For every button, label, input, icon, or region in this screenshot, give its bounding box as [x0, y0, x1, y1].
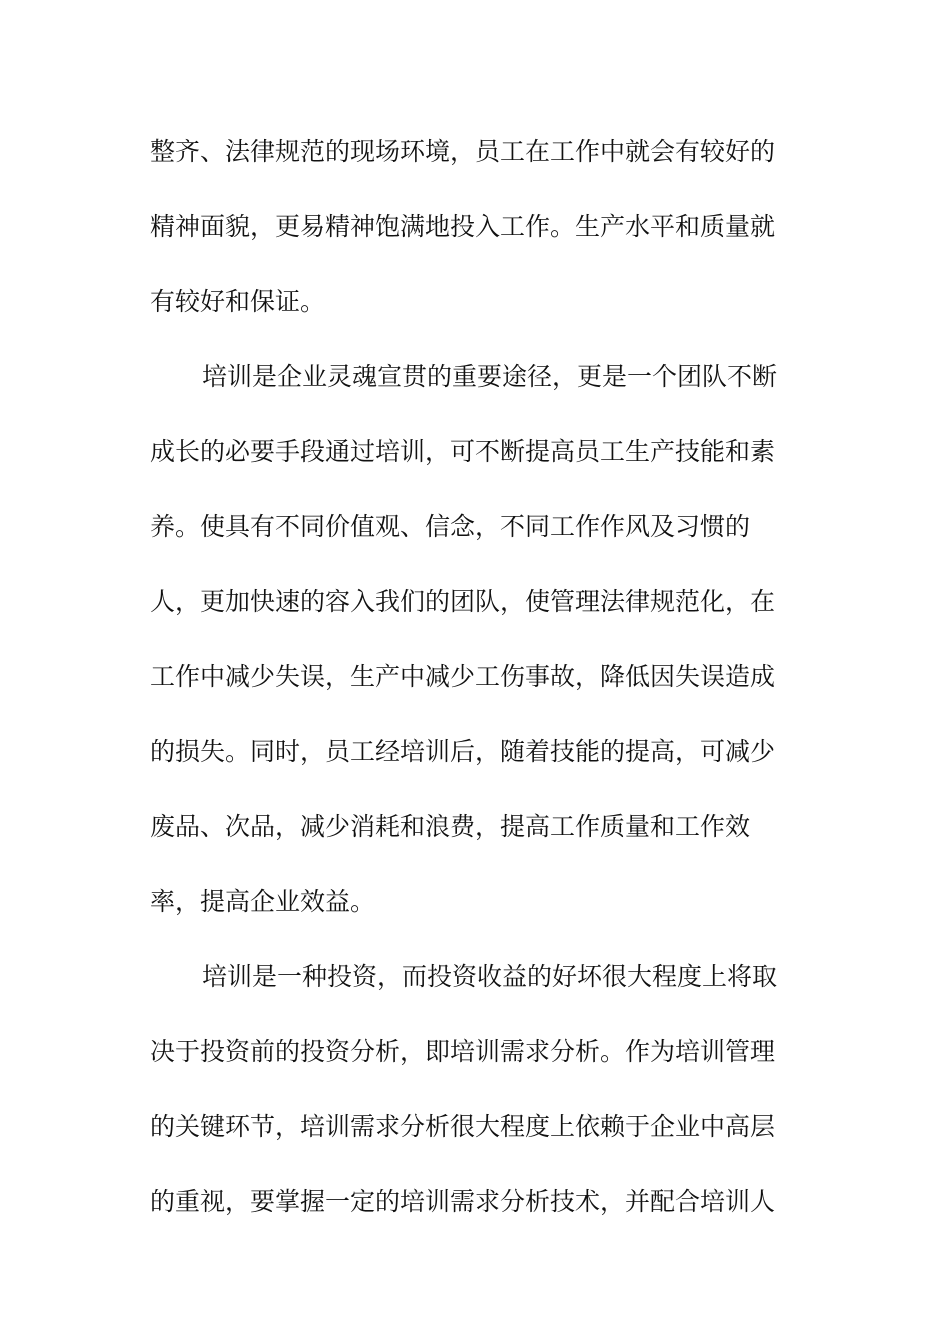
paragraph-line: 的关键环节，培训需求分析很大程度上依赖于企业中高层: [150, 1112, 776, 1141]
paragraph-line: 废品、次品，减少消耗和浪费，提高工作质量和工作效: [150, 812, 751, 841]
paragraph-3: [150, 939, 790, 1239]
paragraph-line: 率，提高企业效益。: [150, 887, 376, 916]
paragraph-line: 养。使具有不同价值观、信念，不同工作作风及习惯的: [150, 512, 751, 541]
paragraph-line: 培训是一种投资，而投资收益的好坏很大程度上将取: [202, 962, 778, 991]
paragraph-line: 人，更加快速的容入我们的团队，使管理法律规范化，在: [150, 587, 776, 616]
paragraph-line: 的重视，要掌握一定的培训需求分析技术，并配合培训人: [150, 1187, 776, 1216]
document-body: [150, 114, 790, 1239]
paragraph-line: 精神面貌，更易精神饱满地投入工作。生产水平和质量就: [150, 212, 776, 241]
paragraph-line: 工作中减少失误，生产中减少工伤事故，降低因失误造成: [150, 662, 776, 691]
paragraph-line: 整齐、法律规范的现场环境，员工在工作中就会有较好的: [150, 137, 776, 166]
paragraph-line: 决于投资前的投资分析，即培训需求分析。作为培训管理: [150, 1037, 776, 1066]
paragraph-line: 培训是企业灵魂宣贯的重要途径，更是一个团队不断: [202, 362, 778, 391]
paragraph-line: 成长的必要手段通过培训，可不断提高员工生产技能和素: [150, 437, 776, 466]
paragraph-line: 的损失。同时，员工经培训后，随着技能的提高，可减少: [150, 737, 776, 766]
paragraph-line: 有较好和保证。: [150, 287, 326, 316]
paragraph-2: [150, 339, 790, 939]
paragraph-1: [150, 114, 790, 339]
